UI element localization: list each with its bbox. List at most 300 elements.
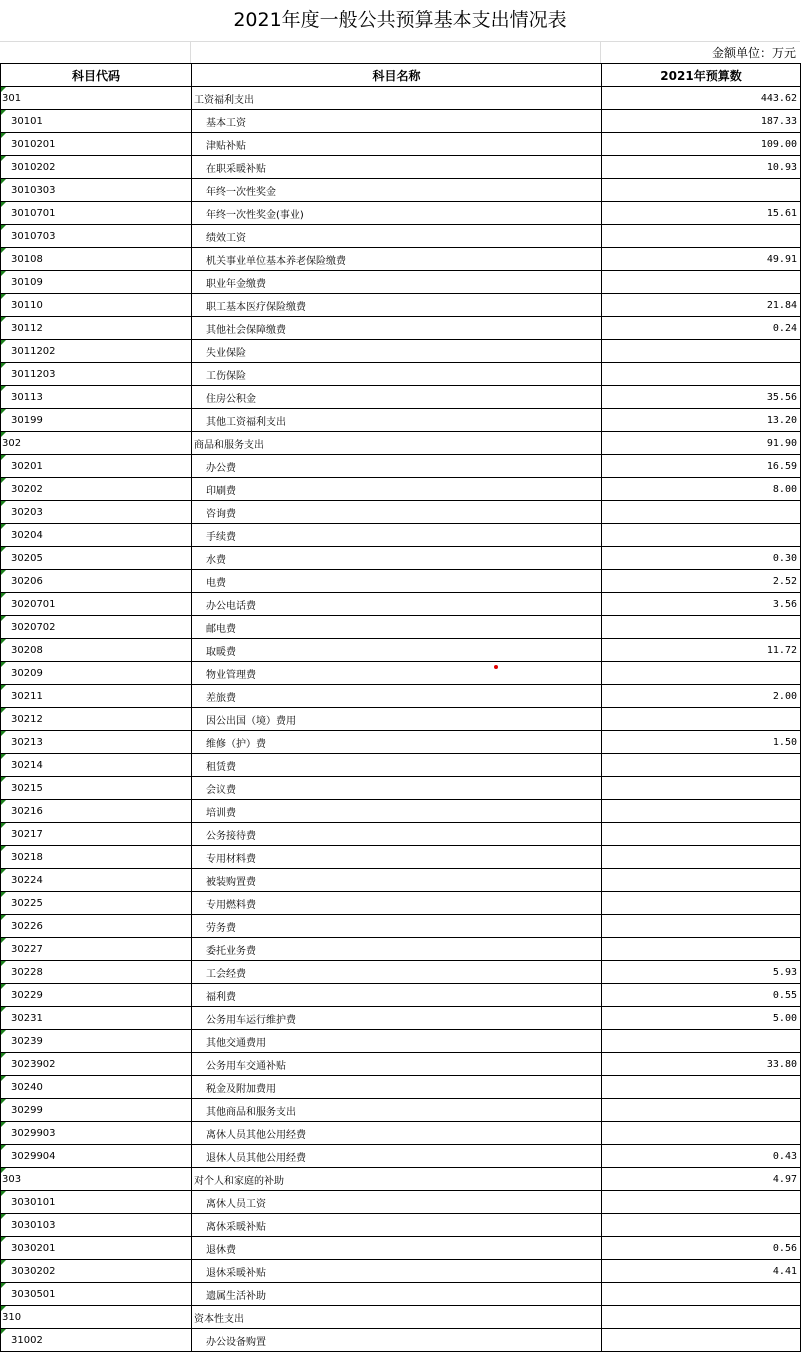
name-cell[interactable] xyxy=(192,1168,602,1191)
code-cell[interactable] xyxy=(1,708,192,731)
amount-cell[interactable] xyxy=(602,823,801,846)
code-cell[interactable] xyxy=(1,892,192,915)
name-text: 租赁费 xyxy=(206,761,236,773)
code-cell[interactable] xyxy=(1,1283,192,1306)
name-text: 其他社会保障缴费 xyxy=(206,324,286,336)
name-cell[interactable] xyxy=(192,662,602,685)
name-text: 公务接待费 xyxy=(206,830,256,842)
cell-error-marker-icon xyxy=(1,731,6,736)
cell-error-marker-icon xyxy=(1,179,6,184)
code-cell[interactable] xyxy=(1,1306,192,1329)
amount-cell[interactable] xyxy=(602,708,801,731)
cell-error-marker-icon xyxy=(1,501,6,506)
cell-error-marker-icon xyxy=(1,524,6,529)
cell-error-marker-icon xyxy=(1,363,6,368)
name-text: 商品和服务支出 xyxy=(194,439,264,451)
name-cell[interactable] xyxy=(192,800,602,823)
name-text: 维修（护）费 xyxy=(206,738,266,750)
name-cell[interactable] xyxy=(192,547,602,570)
name-text: 差旅费 xyxy=(206,692,236,704)
cell-error-marker-icon xyxy=(1,593,6,598)
code-text: 3029903 xyxy=(11,1127,56,1139)
code-cell[interactable] xyxy=(1,317,192,340)
amount-cell[interactable]: 21.84 xyxy=(602,294,801,317)
cell-error-marker-icon xyxy=(1,248,6,253)
name-cell[interactable] xyxy=(192,271,602,294)
name-cell[interactable] xyxy=(192,386,602,409)
code-text: 30212 xyxy=(11,713,43,725)
amount-cell[interactable]: 0.55 xyxy=(602,984,801,1007)
amount-cell[interactable] xyxy=(602,1191,801,1214)
name-cell[interactable] xyxy=(192,593,602,616)
code-cell[interactable] xyxy=(1,202,192,225)
code-text: 30211 xyxy=(11,690,43,702)
name-cell[interactable] xyxy=(192,685,602,708)
table-row xyxy=(1,133,801,156)
amount-cell[interactable]: 0.43 xyxy=(602,1145,801,1168)
code-cell[interactable] xyxy=(1,846,192,869)
amount-cell[interactable] xyxy=(602,800,801,823)
code-cell[interactable] xyxy=(1,1076,192,1099)
code-text: 310 xyxy=(2,1311,22,1323)
name-cell[interactable] xyxy=(192,202,602,225)
table-row xyxy=(1,317,801,340)
amount-cell[interactable] xyxy=(602,1076,801,1099)
name-text: 资本性支出 xyxy=(194,1313,244,1325)
amount-cell[interactable] xyxy=(602,869,801,892)
name-cell[interactable] xyxy=(192,363,602,386)
code-cell[interactable] xyxy=(1,1145,192,1168)
code-cell[interactable] xyxy=(1,248,192,271)
cell-error-marker-icon xyxy=(1,754,6,759)
name-cell[interactable] xyxy=(192,87,602,110)
cell-error-marker-icon xyxy=(1,386,6,391)
table-row xyxy=(1,455,801,478)
amount-cell[interactable]: 10.93 xyxy=(602,156,801,179)
code-cell[interactable] xyxy=(1,87,192,110)
table-row xyxy=(1,915,801,938)
name-cell[interactable] xyxy=(192,501,602,524)
amount-cell[interactable]: 5.93 xyxy=(602,961,801,984)
code-cell[interactable] xyxy=(1,478,192,501)
amount-cell[interactable] xyxy=(602,1214,801,1237)
code-cell[interactable] xyxy=(1,225,192,248)
amount-cell[interactable]: 4.97 xyxy=(602,1168,801,1191)
code-cell[interactable] xyxy=(1,593,192,616)
name-cell[interactable] xyxy=(192,317,602,340)
name-cell[interactable] xyxy=(192,616,602,639)
code-text: 3030501 xyxy=(11,1288,56,1300)
name-cell[interactable] xyxy=(192,1145,602,1168)
code-cell[interactable] xyxy=(1,1007,192,1030)
name-cell[interactable] xyxy=(192,133,602,156)
amount-cell[interactable] xyxy=(602,846,801,869)
code-cell[interactable] xyxy=(1,777,192,800)
table-row xyxy=(1,984,801,1007)
code-cell[interactable] xyxy=(1,294,192,317)
name-cell[interactable] xyxy=(192,1122,602,1145)
code-text: 30228 xyxy=(11,966,43,978)
amount-cell[interactable] xyxy=(602,363,801,386)
name-cell[interactable] xyxy=(192,892,602,915)
amount-cell[interactable]: 5.00 xyxy=(602,1007,801,1030)
code-text: 30225 xyxy=(11,897,43,909)
name-cell[interactable] xyxy=(192,225,602,248)
red-dot-mark xyxy=(494,665,498,669)
code-cell[interactable] xyxy=(1,1329,192,1352)
amount-cell[interactable]: 0.24 xyxy=(602,317,801,340)
cell-error-marker-icon xyxy=(1,1306,6,1311)
name-text: 其他商品和服务支出 xyxy=(206,1106,296,1118)
code-text: 30226 xyxy=(11,920,43,932)
name-cell[interactable] xyxy=(192,248,602,271)
amount-cell[interactable]: 4.41 xyxy=(602,1260,801,1283)
name-cell[interactable] xyxy=(192,708,602,731)
amount-cell[interactable]: 0.30 xyxy=(602,547,801,570)
name-text: 电费 xyxy=(206,577,226,589)
name-cell[interactable] xyxy=(192,432,602,455)
cell-error-marker-icon xyxy=(1,547,6,552)
name-cell[interactable] xyxy=(192,846,602,869)
code-text: 30218 xyxy=(11,851,43,863)
amount-cell[interactable]: 33.80 xyxy=(602,1053,801,1076)
name-text: 离休人员其他公用经费 xyxy=(206,1129,306,1141)
name-text: 培训费 xyxy=(206,807,236,819)
table-row xyxy=(1,87,801,110)
table-row xyxy=(1,478,801,501)
cell-error-marker-icon xyxy=(1,800,6,805)
name-text: 办公费 xyxy=(206,462,236,474)
amount-cell[interactable]: 2.52 xyxy=(602,570,801,593)
cell-error-marker-icon xyxy=(1,478,6,483)
amount-cell[interactable]: 49.91 xyxy=(602,248,801,271)
name-cell[interactable] xyxy=(192,1237,602,1260)
code-cell[interactable] xyxy=(1,616,192,639)
name-cell[interactable] xyxy=(192,110,602,133)
table-row xyxy=(1,570,801,593)
code-cell[interactable] xyxy=(1,1168,192,1191)
code-text: 3010703 xyxy=(11,230,56,242)
name-cell[interactable] xyxy=(192,1030,602,1053)
code-text: 30112 xyxy=(11,322,43,334)
name-cell[interactable] xyxy=(192,409,602,432)
name-cell[interactable] xyxy=(192,938,602,961)
cell-error-marker-icon xyxy=(1,1099,6,1104)
code-cell[interactable] xyxy=(1,271,192,294)
name-text: 劳务费 xyxy=(206,922,236,934)
name-text: 职工基本医疗保险缴费 xyxy=(206,301,306,313)
table-row xyxy=(1,156,801,179)
code-cell[interactable] xyxy=(1,662,192,685)
amount-cell[interactable]: 15.61 xyxy=(602,202,801,225)
code-cell[interactable] xyxy=(1,1191,192,1214)
name-cell[interactable] xyxy=(192,478,602,501)
cell-error-marker-icon xyxy=(1,455,6,460)
cell-error-marker-icon xyxy=(1,961,6,966)
name-text: 公务用车运行维护费 xyxy=(206,1014,296,1026)
table-row xyxy=(1,1214,801,1237)
amount-cell[interactable]: 35.56 xyxy=(602,386,801,409)
cell-error-marker-icon xyxy=(1,708,6,713)
amount-cell[interactable]: 109.00 xyxy=(602,133,801,156)
code-cell[interactable] xyxy=(1,501,192,524)
cell-error-marker-icon xyxy=(1,340,6,345)
cell-error-marker-icon xyxy=(1,915,6,920)
cell-error-marker-icon xyxy=(1,570,6,575)
cell-error-marker-icon xyxy=(1,1076,6,1081)
grid-line xyxy=(190,41,191,63)
code-cell[interactable] xyxy=(1,432,192,455)
name-text: 基本工资 xyxy=(206,117,246,129)
name-text: 取暖费 xyxy=(206,646,236,658)
table-row xyxy=(1,1122,801,1145)
name-cell[interactable] xyxy=(192,570,602,593)
amount-cell[interactable]: 91.90 xyxy=(602,432,801,455)
table-row xyxy=(1,409,801,432)
cell-error-marker-icon xyxy=(1,133,6,138)
amount-cell[interactable]: 187.33 xyxy=(602,110,801,133)
code-text: 3020702 xyxy=(11,621,56,633)
amount-cell[interactable]: 13.20 xyxy=(602,409,801,432)
code-cell[interactable] xyxy=(1,179,192,202)
amount-cell[interactable] xyxy=(602,938,801,961)
cell-error-marker-icon xyxy=(1,1237,6,1242)
code-text: 3020701 xyxy=(11,598,56,610)
name-cell[interactable] xyxy=(192,984,602,1007)
name-text: 专用材料费 xyxy=(206,853,256,865)
amount-cell[interactable]: 16.59 xyxy=(602,455,801,478)
code-cell[interactable] xyxy=(1,984,192,1007)
amount-cell[interactable] xyxy=(602,1283,801,1306)
code-text: 30199 xyxy=(11,414,43,426)
code-cell[interactable] xyxy=(1,1030,192,1053)
table-row xyxy=(1,1260,801,1283)
name-cell[interactable] xyxy=(192,340,602,363)
amount-cell[interactable] xyxy=(602,340,801,363)
name-cell[interactable] xyxy=(192,915,602,938)
cell-error-marker-icon xyxy=(1,1007,6,1012)
table-row xyxy=(1,961,801,984)
name-text: 税金及附加费用 xyxy=(206,1083,276,1095)
code-cell[interactable] xyxy=(1,685,192,708)
cell-error-marker-icon xyxy=(1,1168,6,1173)
code-text: 30208 xyxy=(11,644,43,656)
code-cell[interactable] xyxy=(1,363,192,386)
table-row xyxy=(1,1053,801,1076)
code-cell[interactable] xyxy=(1,547,192,570)
table-row xyxy=(1,1076,801,1099)
cell-error-marker-icon xyxy=(1,110,6,115)
name-cell[interactable] xyxy=(192,639,602,662)
code-text: 30113 xyxy=(11,391,43,403)
name-cell[interactable] xyxy=(192,869,602,892)
name-cell[interactable] xyxy=(192,179,602,202)
name-cell[interactable] xyxy=(192,1076,602,1099)
amount-cell[interactable] xyxy=(602,225,801,248)
code-cell[interactable] xyxy=(1,731,192,754)
amount-cell[interactable] xyxy=(602,179,801,202)
amount-cell[interactable] xyxy=(602,915,801,938)
header-code: 科目代码 xyxy=(1,64,192,87)
cell-error-marker-icon xyxy=(1,846,6,851)
name-text: 津贴补贴 xyxy=(206,140,246,152)
amount-cell[interactable] xyxy=(602,501,801,524)
header-name: 科目名称 xyxy=(192,64,602,87)
code-text: 31002 xyxy=(11,1334,43,1346)
name-cell[interactable] xyxy=(192,1099,602,1122)
name-cell[interactable] xyxy=(192,524,602,547)
amount-cell[interactable]: 11.72 xyxy=(602,639,801,662)
amount-cell[interactable] xyxy=(602,616,801,639)
code-cell[interactable] xyxy=(1,570,192,593)
code-text: 3030201 xyxy=(11,1242,56,1254)
amount-cell[interactable] xyxy=(602,892,801,915)
name-text: 机关事业单位基本养老保险缴费 xyxy=(206,255,346,267)
code-cell[interactable] xyxy=(1,1237,192,1260)
table-row xyxy=(1,593,801,616)
cell-error-marker-icon xyxy=(1,294,6,299)
code-cell[interactable] xyxy=(1,869,192,892)
code-cell[interactable] xyxy=(1,1214,192,1237)
amount-cell[interactable] xyxy=(602,1099,801,1122)
code-text: 3011203 xyxy=(11,368,56,380)
table-row xyxy=(1,248,801,271)
code-cell[interactable] xyxy=(1,524,192,547)
amount-cell[interactable]: 1.50 xyxy=(602,731,801,754)
name-text: 咨询费 xyxy=(206,508,236,520)
amount-cell[interactable] xyxy=(602,1030,801,1053)
name-cell[interactable] xyxy=(192,1214,602,1237)
code-cell[interactable] xyxy=(1,110,192,133)
code-cell[interactable] xyxy=(1,800,192,823)
code-text: 3010201 xyxy=(11,138,56,150)
name-cell[interactable] xyxy=(192,156,602,179)
name-cell[interactable] xyxy=(192,1306,602,1329)
table-row xyxy=(1,202,801,225)
code-text: 301 xyxy=(2,92,22,104)
cell-error-marker-icon xyxy=(1,1329,6,1334)
amount-cell[interactable]: 2.00 xyxy=(602,685,801,708)
amount-cell[interactable] xyxy=(602,662,801,685)
amount-cell[interactable] xyxy=(602,524,801,547)
name-text: 其他工资福利支出 xyxy=(206,416,286,428)
name-cell[interactable] xyxy=(192,455,602,478)
cell-error-marker-icon xyxy=(1,1214,6,1219)
cell-error-marker-icon xyxy=(1,1030,6,1035)
code-text: 302 xyxy=(2,437,22,449)
code-text: 30231 xyxy=(11,1012,43,1024)
amount-cell[interactable]: 443.62 xyxy=(602,87,801,110)
code-cell[interactable] xyxy=(1,915,192,938)
code-cell[interactable] xyxy=(1,1053,192,1076)
code-text: 30203 xyxy=(11,506,43,518)
cell-error-marker-icon xyxy=(1,984,6,989)
code-text: 30213 xyxy=(11,736,43,748)
amount-cell[interactable]: 8.00 xyxy=(602,478,801,501)
name-text: 办公电话费 xyxy=(206,600,256,612)
name-cell[interactable] xyxy=(192,823,602,846)
name-cell[interactable] xyxy=(192,294,602,317)
name-text: 委托业务费 xyxy=(206,945,256,957)
name-text: 年终一次性奖金 xyxy=(206,186,276,198)
cell-error-marker-icon xyxy=(1,1283,6,1288)
amount-cell[interactable] xyxy=(602,271,801,294)
amount-cell[interactable]: 0.56 xyxy=(602,1237,801,1260)
name-cell[interactable] xyxy=(192,1007,602,1030)
amount-cell[interactable] xyxy=(602,1306,801,1329)
amount-cell[interactable] xyxy=(602,754,801,777)
name-cell[interactable] xyxy=(192,754,602,777)
name-cell[interactable] xyxy=(192,1283,602,1306)
code-cell[interactable] xyxy=(1,1122,192,1145)
title-row xyxy=(0,0,800,42)
name-text: 遗属生活补助 xyxy=(206,1290,266,1302)
cell-error-marker-icon xyxy=(1,1053,6,1058)
name-cell[interactable] xyxy=(192,1329,602,1352)
code-text: 30299 xyxy=(11,1104,43,1116)
name-cell[interactable] xyxy=(192,1191,602,1214)
code-text: 30110 xyxy=(11,299,43,311)
code-cell[interactable] xyxy=(1,1260,192,1283)
name-text: 年终一次性奖金(事业) xyxy=(206,209,304,221)
code-cell[interactable] xyxy=(1,409,192,432)
table-row xyxy=(1,110,801,133)
code-text: 30229 xyxy=(11,989,43,1001)
table-row xyxy=(1,823,801,846)
amount-cell[interactable] xyxy=(602,777,801,800)
code-cell[interactable] xyxy=(1,961,192,984)
name-text: 离休人员工资 xyxy=(206,1198,266,1210)
code-cell[interactable] xyxy=(1,340,192,363)
name-text: 印刷费 xyxy=(206,485,236,497)
code-text: 30108 xyxy=(11,253,43,265)
name-cell[interactable] xyxy=(192,731,602,754)
code-cell[interactable] xyxy=(1,156,192,179)
table-row xyxy=(1,1191,801,1214)
amount-cell[interactable] xyxy=(602,1122,801,1145)
name-cell[interactable] xyxy=(192,1053,602,1076)
code-cell[interactable] xyxy=(1,823,192,846)
name-text: 被装购置费 xyxy=(206,876,256,888)
table-row xyxy=(1,731,801,754)
code-text: 3030103 xyxy=(11,1219,56,1231)
code-cell[interactable] xyxy=(1,133,192,156)
code-cell[interactable] xyxy=(1,386,192,409)
code-text: 30109 xyxy=(11,276,43,288)
code-cell[interactable] xyxy=(1,754,192,777)
code-text: 3030202 xyxy=(11,1265,56,1277)
name-text: 因公出国（境）费用 xyxy=(206,715,296,727)
code-cell[interactable] xyxy=(1,639,192,662)
table-row xyxy=(1,639,801,662)
amount-cell[interactable]: 3.56 xyxy=(602,593,801,616)
grid-line xyxy=(600,41,601,63)
name-text: 住房公积金 xyxy=(206,393,256,405)
name-cell[interactable] xyxy=(192,777,602,800)
code-cell[interactable] xyxy=(1,455,192,478)
name-text: 办公设备购置 xyxy=(206,1336,266,1348)
table-row xyxy=(1,800,801,823)
cell-error-marker-icon xyxy=(1,156,6,161)
code-cell[interactable] xyxy=(1,1099,192,1122)
code-cell[interactable] xyxy=(1,938,192,961)
name-cell[interactable] xyxy=(192,961,602,984)
table-row xyxy=(1,754,801,777)
amount-cell[interactable] xyxy=(602,1329,801,1352)
table-row xyxy=(1,340,801,363)
name-cell[interactable] xyxy=(192,1260,602,1283)
header-row xyxy=(1,64,801,87)
